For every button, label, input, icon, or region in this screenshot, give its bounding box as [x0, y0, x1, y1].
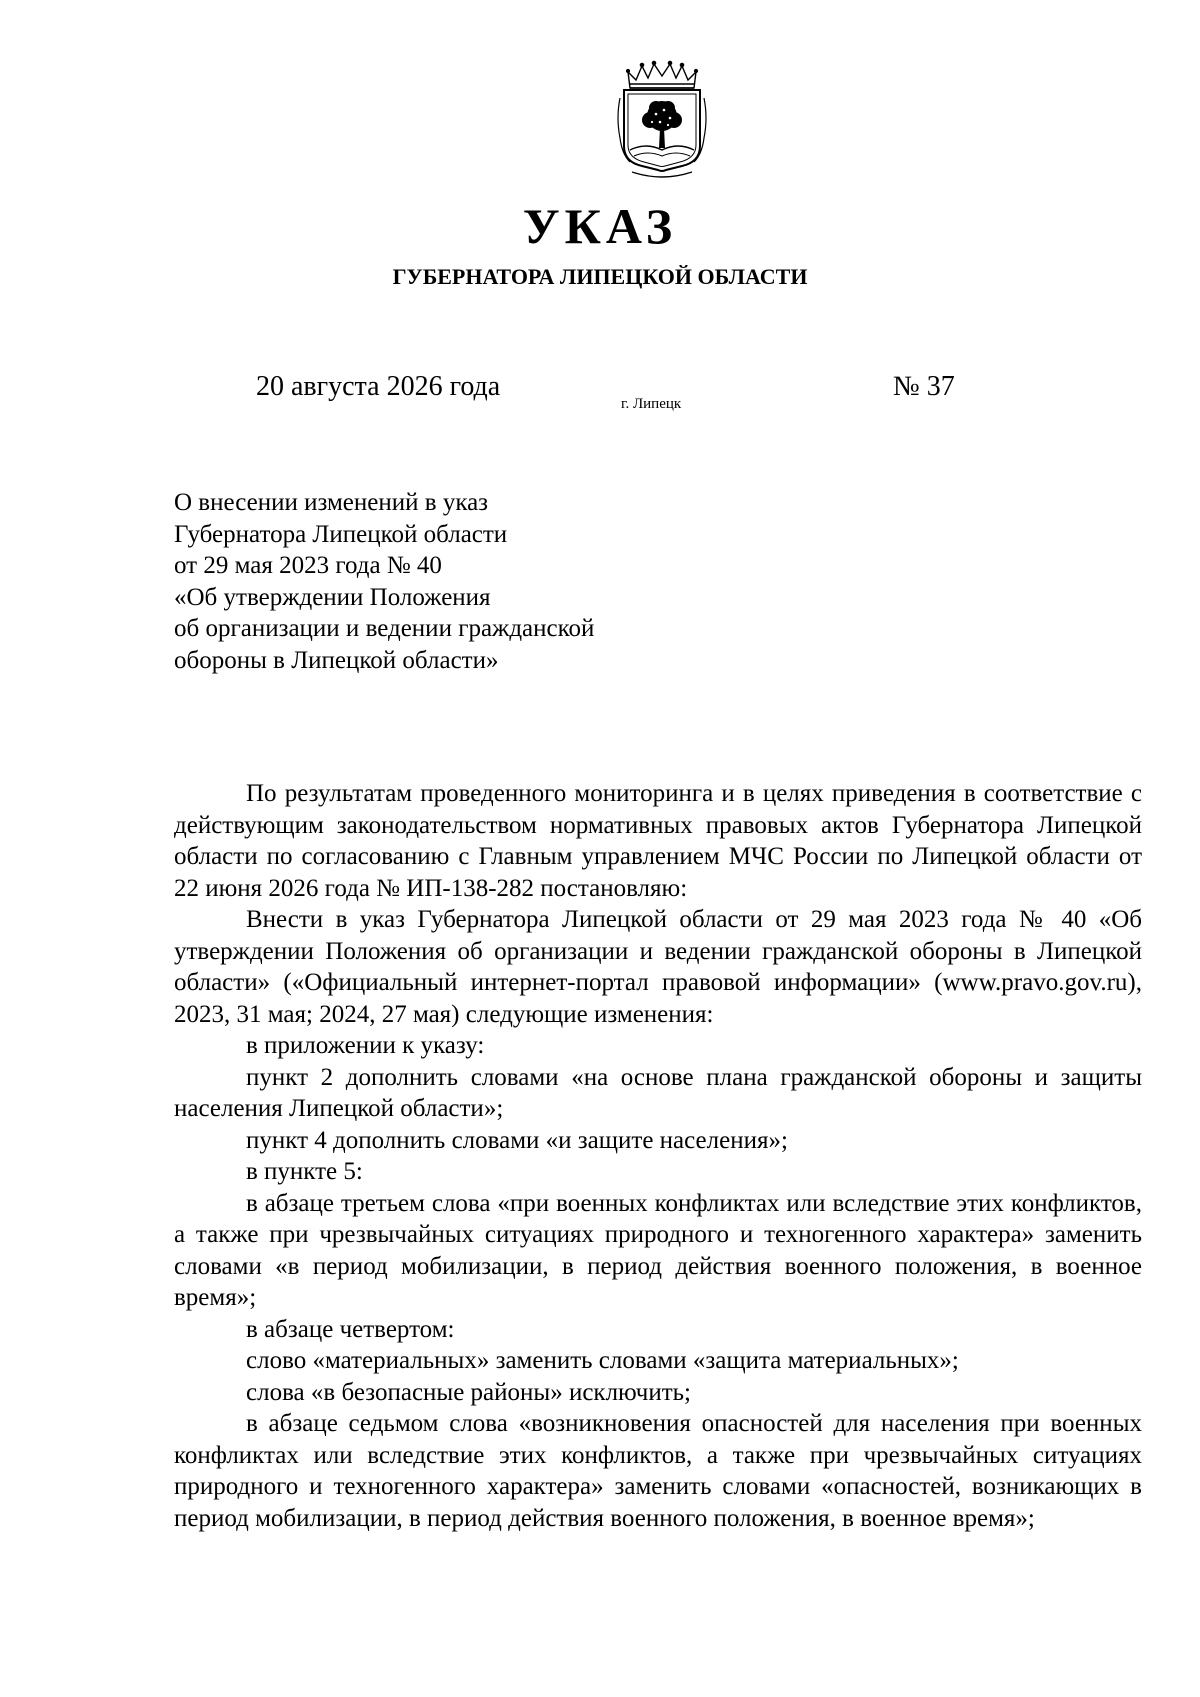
subject-line: обороны в Липецкой области» [174, 646, 499, 674]
body-paragraph: в пункте 5: [246, 1158, 363, 1185]
document-subject [174, 487, 594, 676]
body-paragraph: пункт 4 дополнить словами «и защите населения»; [246, 1126, 788, 1154]
body-paragraph: слово «материальных» заменить словами «защита материальных»; [246, 1347, 959, 1374]
body-paragraph: слова «в безопасные районы» исключить; [246, 1378, 692, 1406]
document-date: 20 августа 2026 года [256, 371, 501, 402]
document-subtitle: ГУБЕРНАТОРА ЛИПЕЦКОЙ ОБЛАСТИ [392, 264, 808, 289]
document-number: № 37 [893, 371, 955, 402]
subject-line: Губернатора Липецкой области [174, 520, 508, 548]
coat-of-arms-emblem [616, 58, 708, 180]
body-paragraph: в абзаце седьмом слова «возникновения опасностей для населения при военных конфликтах или вследствие этих конфликтов, а также при чрезвычайных ситуациях природного и техногенного характера» заменить словами «опасностей, возникающих в период мобилизации, в период действия военного положения, в военное время»; [174, 1410, 1142, 1532]
body-paragraph: в абзаце третьем слова «при военных конфликтах или вследствие этих конфликтов, а также при чрезвычайных ситуациях природного и техногенного характера» заменить словами «в период мобилизации, в период действия военного положения, в военное время»; [174, 1189, 1142, 1311]
subject-line: от 29 мая 2023 года № 40 [174, 552, 442, 579]
body-paragraph: в абзаце четвертом: [246, 1315, 455, 1343]
document-title: УКАЗ [522, 198, 678, 254]
body-paragraph: в приложении к указу: [246, 1032, 485, 1059]
subject-line: об организации и ведении гражданской [174, 615, 595, 642]
body-paragraph: Внести в указ Губернатора Липецкой области от 29 мая 2023 года № 40 «Об утверждении Положения об организации и ведении гражданской обороны в Липецкой области» («Официальный интернет-портал правовой информации» (www.pravo.gov.ru), 2023, 31 мая; 2024, 27 мая) следующие изменения: [174, 906, 1142, 1028]
subject-line: О внесении изменений в указ [174, 489, 489, 516]
document-city: г. Липецк [621, 396, 682, 412]
body-paragraph: По результатам проведенного мониторинга и в целях приведения в соответствие с действующим законодательством нормативных правовых актов Губернатора Липецкой области по согласованию с Главным управлением МЧС России по Липецкой области от 22 июня 2026 года № ИП-138-282 постановляю: [174, 780, 1142, 902]
document-body [174, 778, 1142, 1534]
body-paragraph: пункт 2 дополнить словами «на основе плана гражданской обороны и защиты населения Липецкой области»; [174, 1063, 1142, 1122]
subject-line: «Об утверждении Положения [174, 583, 491, 611]
